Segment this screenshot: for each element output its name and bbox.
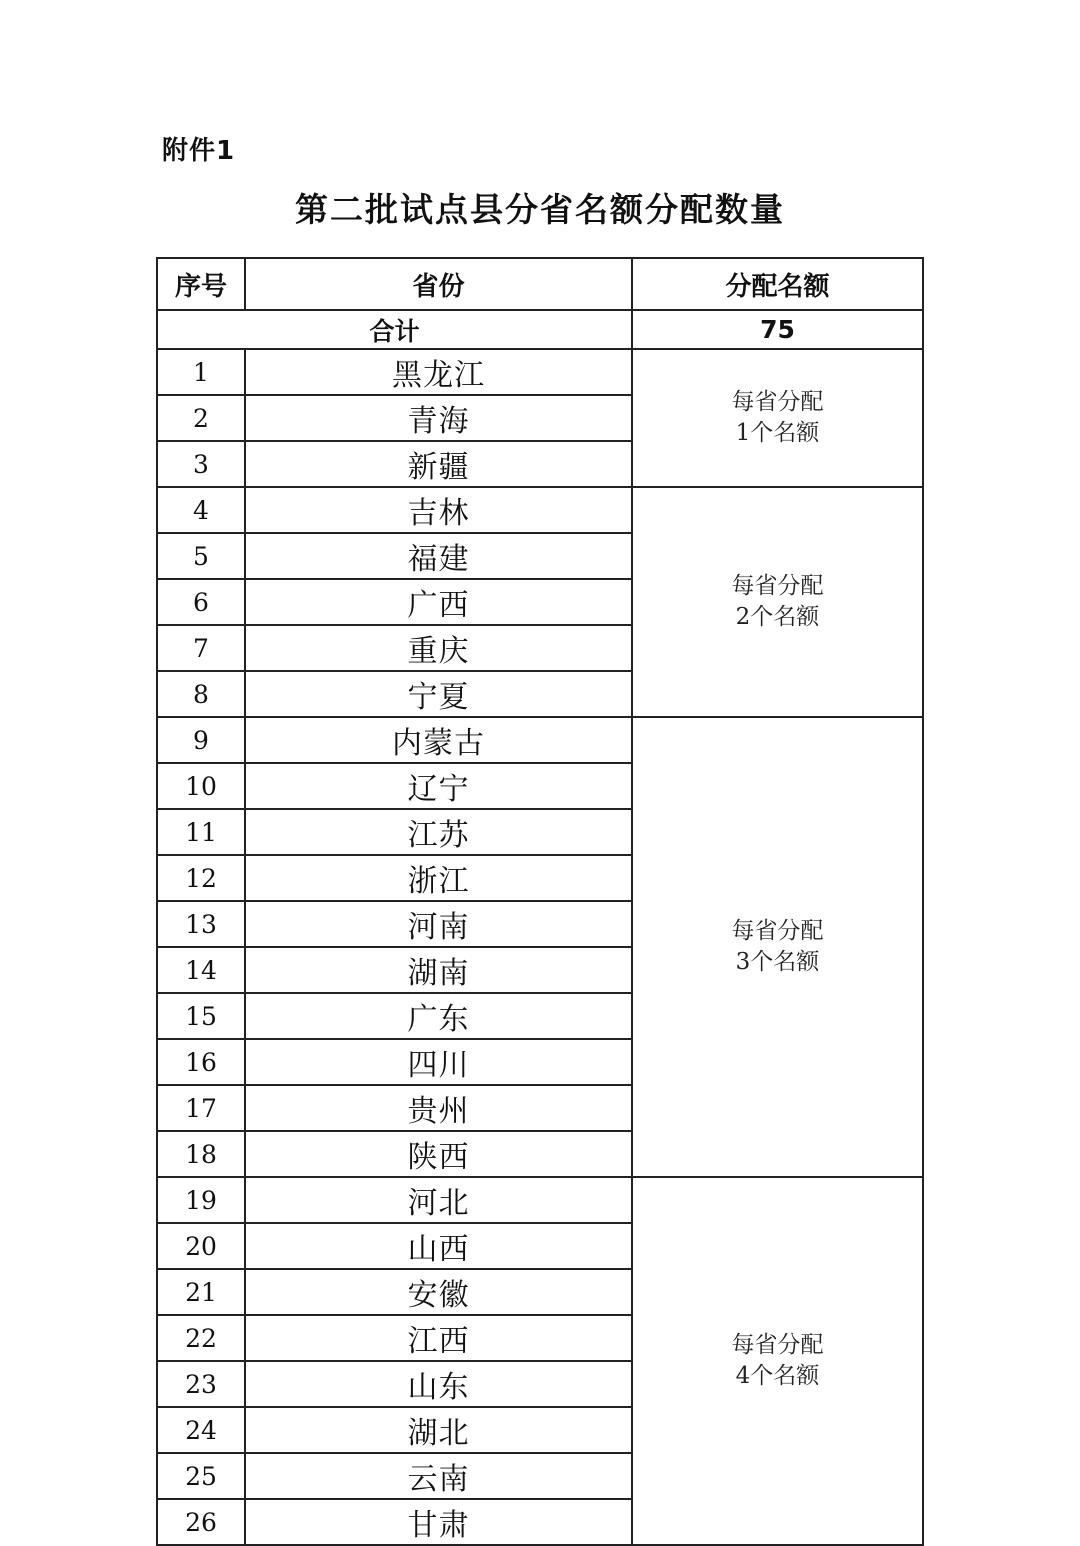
table-header-row — [157, 258, 923, 310]
row-province: 湖南 — [245, 947, 632, 993]
row-province: 江西 — [245, 1315, 632, 1361]
row-province: 贵州 — [245, 1085, 632, 1131]
row-province: 内蒙古 — [245, 717, 632, 763]
row-seq: 1 — [157, 349, 245, 395]
row-province: 河北 — [245, 1177, 632, 1223]
quota-line-1: 每省分配 — [731, 573, 824, 599]
total-label: 合计 — [157, 310, 632, 349]
row-seq: 25 — [157, 1453, 245, 1499]
attachment-label: 附件1 — [162, 136, 236, 166]
row-seq: 16 — [157, 1039, 245, 1085]
row-seq: 23 — [157, 1361, 245, 1407]
row-seq: 4 — [157, 487, 245, 533]
row-seq: 9 — [157, 717, 245, 763]
row-province: 甘肃 — [245, 1499, 632, 1545]
row-seq: 14 — [157, 947, 245, 993]
row-province: 辽宁 — [245, 763, 632, 809]
row-seq: 2 — [157, 395, 245, 441]
row-province: 安徽 — [245, 1269, 632, 1315]
row-province: 广东 — [245, 993, 632, 1039]
quota-line-1: 每省分配 — [731, 389, 824, 415]
quota-group-cell — [632, 1177, 923, 1545]
row-seq: 21 — [157, 1269, 245, 1315]
row-seq: 24 — [157, 1407, 245, 1453]
row-province: 山东 — [245, 1361, 632, 1407]
row-province: 吉林 — [245, 487, 632, 533]
row-province: 浙江 — [245, 855, 632, 901]
row-seq: 8 — [157, 671, 245, 717]
row-seq: 3 — [157, 441, 245, 487]
allocation-table — [156, 257, 924, 1546]
row-province: 江苏 — [245, 809, 632, 855]
total-value: 75 — [632, 310, 923, 349]
row-province: 重庆 — [245, 625, 632, 671]
row-seq: 11 — [157, 809, 245, 855]
row-seq: 13 — [157, 901, 245, 947]
quota-group-cell — [632, 487, 923, 717]
row-province: 宁夏 — [245, 671, 632, 717]
row-province: 广西 — [245, 579, 632, 625]
quota-line-1: 每省分配 — [731, 1332, 824, 1358]
row-seq: 18 — [157, 1131, 245, 1177]
quota-group-cell — [632, 349, 923, 487]
row-seq: 5 — [157, 533, 245, 579]
quota-line-2: 1个名额 — [735, 420, 820, 446]
row-province: 云南 — [245, 1453, 632, 1499]
quota-line-2: 4个名额 — [735, 1363, 820, 1389]
row-province: 新疆 — [245, 441, 632, 487]
row-province: 青海 — [245, 395, 632, 441]
row-seq: 7 — [157, 625, 245, 671]
total-row — [157, 310, 923, 349]
quota-line-2: 2个名额 — [735, 604, 820, 630]
header-province: 省份 — [245, 258, 632, 310]
row-seq: 19 — [157, 1177, 245, 1223]
row-province: 陕西 — [245, 1131, 632, 1177]
row-seq: 12 — [157, 855, 245, 901]
document-title: 第二批试点县分省名额分配数量 — [295, 190, 785, 229]
row-province: 黑龙江 — [245, 349, 632, 395]
row-seq: 10 — [157, 763, 245, 809]
row-seq: 26 — [157, 1499, 245, 1545]
table-row — [157, 717, 923, 763]
table-row — [157, 1177, 923, 1223]
row-seq: 6 — [157, 579, 245, 625]
table-row — [157, 487, 923, 533]
table-row — [157, 349, 923, 395]
table-body — [157, 310, 923, 1545]
row-seq: 22 — [157, 1315, 245, 1361]
row-province: 山西 — [245, 1223, 632, 1269]
quota-line-1: 每省分配 — [731, 918, 824, 944]
row-seq: 15 — [157, 993, 245, 1039]
header-seq: 序号 — [157, 258, 245, 310]
quota-line-2: 3个名额 — [735, 949, 820, 975]
quota-group-cell — [632, 717, 923, 1177]
row-seq: 20 — [157, 1223, 245, 1269]
row-province: 福建 — [245, 533, 632, 579]
header-quota: 分配名额 — [632, 258, 923, 310]
row-province: 四川 — [245, 1039, 632, 1085]
row-province: 河南 — [245, 901, 632, 947]
row-seq: 17 — [157, 1085, 245, 1131]
row-province: 湖北 — [245, 1407, 632, 1453]
